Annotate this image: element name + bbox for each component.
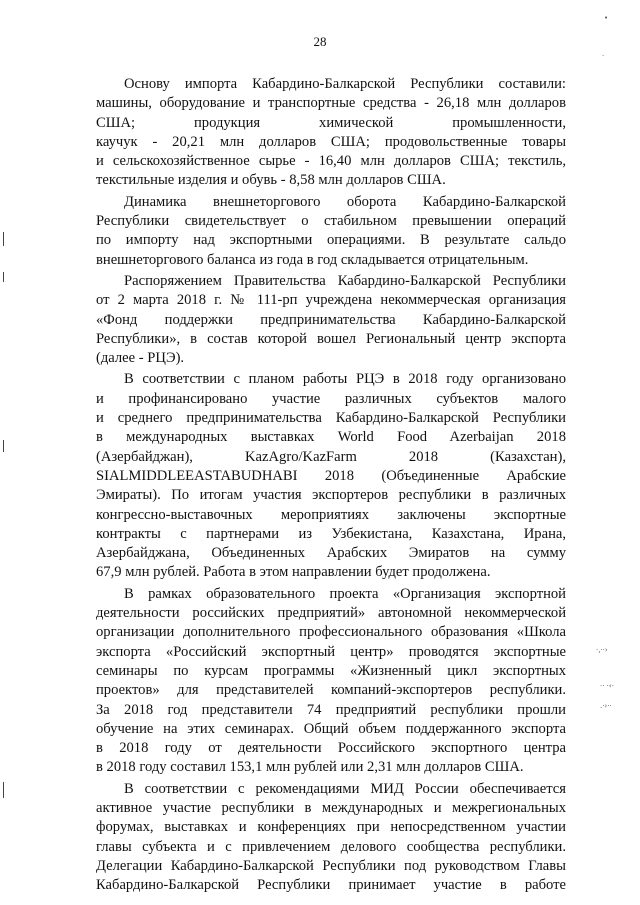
scan-artifact-mark [3,232,4,246]
text-line: (Азербайджан), KazAgro/KazFarm 2018 (Казахстан), [96,448,566,465]
text-line: текстильные изделия и обувь - 8,58 млн долларов США. [96,172,446,189]
text-line: проектов» для представителей компаний-экспортеров республики. [96,682,566,699]
text-line: В соответствии с рекомендациями МИД России обеспечивается [124,780,566,797]
paragraph-import-structure [96,75,566,191]
text-line: семинары по курсам программы «Жизненный цикл экспортных [96,662,566,679]
paragraph-exhibitions [96,370,566,582]
scan-artifact-mark [3,440,4,452]
scan-artifact-smudge: ·· ·‹· [600,682,614,690]
scan-artifact-dot: · [602,52,605,60]
text-line: Распоряжением Правительства Кабардино-Балкарской Республики [124,272,566,289]
text-line: форумах, выставках и конференциях при непосредственном участии [96,819,566,836]
scan-artifact-mark [3,272,4,282]
text-line: «Фонд поддержки предпринимательства Кабардино-Балкарской [96,311,566,328]
text-line: 67,9 млн рублей. Работа в этом направлении будет продолжена. [96,564,491,581]
text-line: в международных выставках World Food Azerbaijan 2018 [96,429,566,446]
text-line: и сельскохозяйственное сырье - 16,40 млн долларов США; текстиль, [96,153,566,170]
text-line: контракты с партнерами из Узбекистана, Казахстана, Ирана, [96,525,566,542]
text-line: (далее - РЦЭ). [96,350,185,367]
paragraph-trade-dynamics [96,193,566,270]
paragraph-education-project [96,585,566,778]
text-line: SIALMIDDLEEASTABUDHABI 2018 (Объединенные Арабские [96,467,566,484]
text-line: по импорту над экспортными операциями. В результате сальдо [96,232,566,249]
text-line: и среднего предпринимательства Кабардино-Балкарской Республики [96,410,566,427]
scan-artifact-dot: • [604,14,609,22]
text-line: организации дополнительного профессионального образования «Школа [96,624,566,641]
text-line: США; продукция химической промышленности, [96,114,566,131]
text-line: Динамика внешнеторгового оборота Кабардино-Балкарской [124,193,566,210]
text-line: Основу импорта Кабардино-Балкарской Республики составили: [124,76,566,92]
text-line: Республики», в состав которой вошел Региональный центр экспорта [96,330,566,347]
text-line: Делегации Кабардино-Балкарской Республики под руководством Главы [96,857,566,874]
scan-artifact-mark [3,782,4,798]
text-line: В соответствии с планом работы РЦЭ в 2018 году организовано [124,371,566,388]
text-line: Азербайджана, Объединенных Арабских Эмиратов на сумму [96,545,566,562]
text-line: в 2018 году от деятельности Российского экспортного центра [96,740,566,757]
page-number: 28 [313,34,327,49]
text-line: деятельности российских предприятий» автономной некоммерческой [96,605,566,622]
paragraph-fund-establishment [96,272,566,368]
text-line: За 2018 год представители 74 предприятий республики прошли [96,701,566,718]
scan-artifact-smudge: .·›·· [600,702,612,710]
text-line: внешнеторгового баланса из года в год складывается отрицательным. [96,251,529,268]
text-line: Кабардино-Балкарской Республики принимает участие в работе [96,877,566,894]
text-line: главы субъекта и с привлечением делового сообщества республики. [96,838,566,855]
text-line: обучение на этих семинарах. Общий объем поддержанного экспорта [96,720,566,737]
text-line: машины, оборудование и транспортные средства - 26,18 млн долларов [96,95,566,112]
text-line: экспорта «Российский экспортный центр» проводятся экспортные [96,643,566,660]
text-line: от 2 марта 2018 г. № 111-рп учреждена некоммерческая организация [96,292,566,309]
text-line: Республики свидетельствует о стабильном превышении операций [96,213,566,230]
paragraph-mfa-recommendations [96,780,566,896]
text-line: активное участие республики в международных и межрегиональных [96,799,566,816]
text-line: конгрессно-выставочных мероприятиях заключены экспортные [96,506,566,523]
text-line: в 2018 году составил 153,1 млн рублей или 2,31 млн долларов США. [96,759,524,776]
text-line: Эмираты). По итогам участия экспортеров республики в различных [96,487,566,504]
document-body [96,75,566,897]
text-line: В рамках образовательного проекта «Организация экспортной [124,585,566,602]
text-line: каучук - 20,21 млн долларов США; продовольственные товары [96,133,566,150]
text-line: и профинансировано участие различных субъектов малого [96,390,566,407]
scan-artifact-smudge: ·,··› [596,646,608,654]
